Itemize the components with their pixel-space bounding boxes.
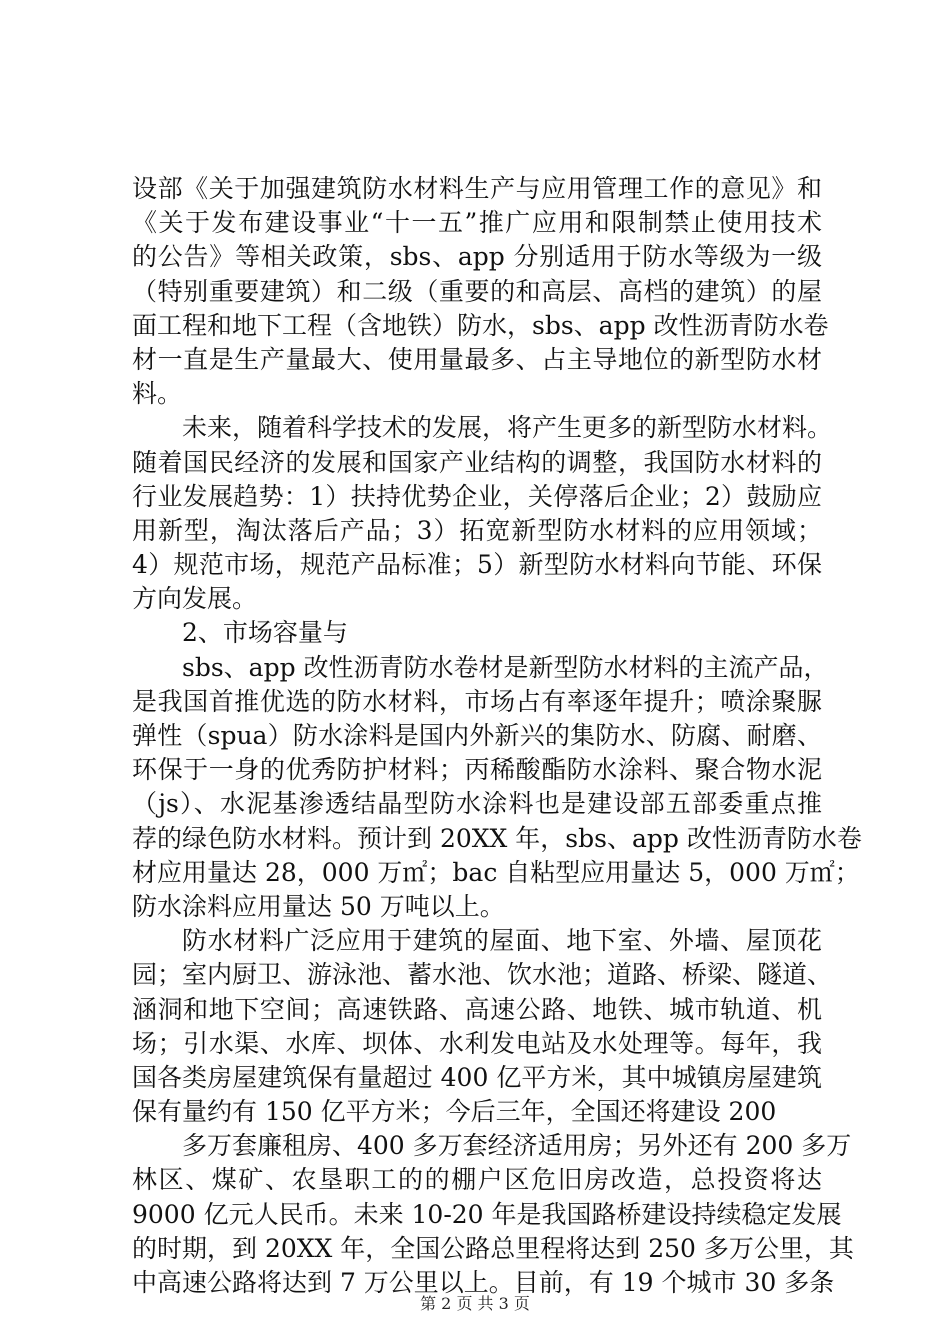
text-line: 防水涂料应用量达 50 万吨以上。 xyxy=(132,891,505,921)
text-line: 用新型，淘汰落后产品；3）拓宽新型防水材料的应用领域； xyxy=(132,515,822,545)
text-line: 料。 xyxy=(132,379,183,409)
text-line: 随着国民经济的发展和国家产业结构的调整，我国防水材料的 xyxy=(132,447,822,477)
text-line: 弹性（spua）防水涂料是国内外新兴的集防水、防腐、耐磨、 xyxy=(132,721,822,750)
text-line: 保有量约有 150 亿平方米；今后三年，全国还将建设 200 xyxy=(132,1097,777,1127)
page-footer xyxy=(0,1294,950,1314)
text-line: 国各类房屋建筑保有量超过 400 亿平方米，其中城镇房屋建筑 xyxy=(132,1062,822,1092)
text-line: 荐的绿色防水材料。预计到 20XX 年，sbs、app 改性沥青防水卷 xyxy=(132,823,862,853)
text-line: 未来，随着科学技术的发展，将产生更多的新型防水材料。 xyxy=(182,413,833,443)
text-line: 面工程和地下工程（含地铁）防水，sbs、app 改性沥青防水卷 xyxy=(132,310,829,340)
text-line: 行业发展趋势：1）扶持优势企业，关停落后企业；2）鼓励应 xyxy=(132,481,822,511)
text-line: 2、市场容量与 xyxy=(182,618,348,648)
text-line: 园；室内厨卫、游泳池、蓄水池、饮水池；道路、桥梁、隧道、 xyxy=(132,960,833,990)
text-line: 设部《关于加强建筑防水材料生产与应用管理工作的意见》和 xyxy=(132,174,822,203)
text-line: 9000 亿元人民币。未来 10-20 年是我国路桥建设持续稳定发展 xyxy=(132,1199,842,1229)
document-body xyxy=(132,172,862,1300)
text-line: 材应用量达 28，000 万㎡；bac 自粘型应用量达 5，000 万㎡； xyxy=(132,857,860,887)
text-line: 中高速公路将达到 7 万公里以上。目前，有 19 个城市 30 多条 xyxy=(132,1268,835,1297)
text-line: （js）、水泥基渗透结晶型防水涂料也是建设部五部委重点推 xyxy=(132,789,822,819)
text-line: sbs、app 改性沥青防水卷材是新型防水材料的主流产品， xyxy=(182,652,829,682)
text-line: 是我国首推优选的防水材料，市场占有率逐年提升；喷涂聚脲 xyxy=(132,686,822,716)
text-line: 的公告》等相关政策，sbs、app 分别适用于防水等级为一级 xyxy=(132,242,822,272)
text-line: 多万套廉租房、400 多万套经济适用房；另外还有 200 多万 xyxy=(182,1131,852,1161)
text-line: 环保于一身的优秀防护材料；丙稀酸酯防水涂料、聚合物水泥 xyxy=(132,755,822,785)
text-line: 林区、煤矿、农垦职工的的棚户区危旧房改造，总投资将达 xyxy=(132,1165,822,1195)
text-line: 场；引水渠、水库、坝体、水利发电站及水处理等。每年，我 xyxy=(132,1028,822,1058)
text-line: 涵洞和地下空间；高速铁路、高速公路、地铁、城市轨道、机 xyxy=(132,994,822,1024)
text-line: 材一直是生产量最大、使用量最多、占主导地位的新型防水材 xyxy=(132,344,822,374)
text-line: 防水材料广泛应用于建筑的屋面、地下室、外墙、屋顶花 xyxy=(182,926,822,956)
page-number: 第 2 页 共 3 页 xyxy=(420,1294,530,1313)
text-line: 《关于发布建设事业“十一五”推广应用和限制禁止使用技术 xyxy=(132,208,822,238)
text-line: 的时期，到 20XX 年，全国公路总里程将达到 250 多万公里，其 xyxy=(132,1233,854,1263)
text-line: 方向发展。 xyxy=(132,584,258,614)
text-line: （特别重要建筑）和二级（重要的和高层、高档的建筑）的屋 xyxy=(132,276,822,306)
text-line: 4）规范市场，规范产品标准；5）新型防水材料向节能、环保 xyxy=(132,550,822,580)
